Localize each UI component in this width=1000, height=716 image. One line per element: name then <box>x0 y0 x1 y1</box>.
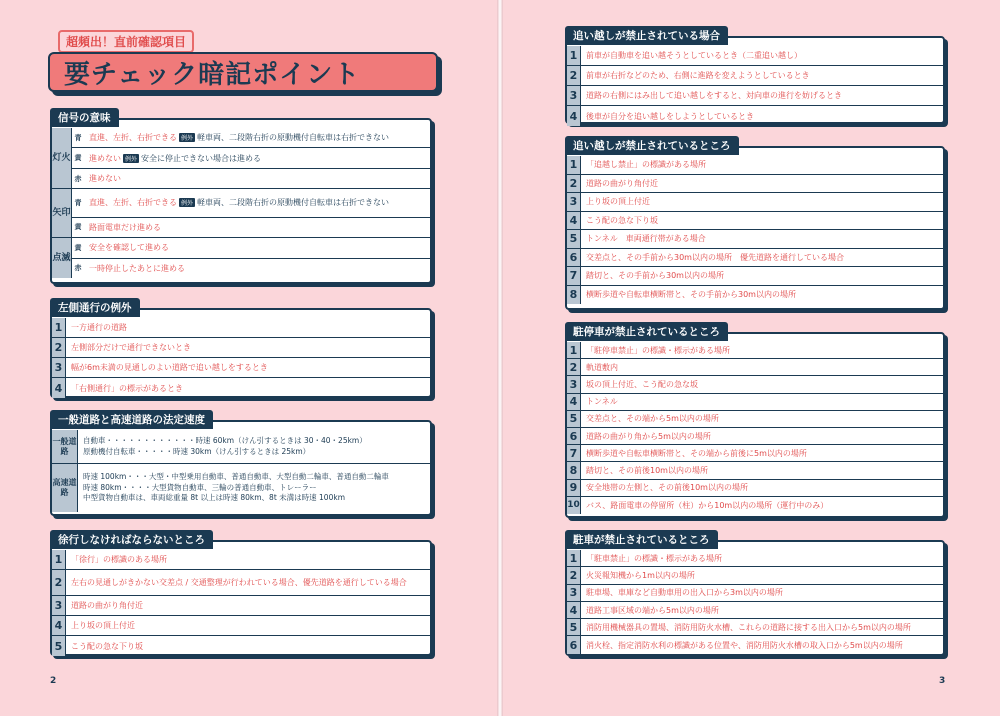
list-item: 1 「徐行」の標識のある場所 <box>52 550 430 570</box>
list-item: 4 後車が自分を追い越しをしようとしているとき <box>567 106 943 126</box>
signal-row <box>72 128 430 148</box>
section-title: 追い越しが禁止されているところ <box>565 136 739 155</box>
list-item: 6 消火栓、指定消防水利の標識がある位置や、消防用防火水槽の取入口から5m以内の場所 <box>567 636 943 653</box>
list-item: 9 安全地帯の左側と、その前後10m以内の場所 <box>567 480 943 497</box>
section-title: 駐停車が禁止されているところ <box>565 322 728 341</box>
signal-row <box>72 259 430 278</box>
signal-row <box>72 169 430 189</box>
list-item: 6 道路の曲がり角から5m以内の場所 <box>567 428 943 445</box>
signal-row <box>72 189 430 217</box>
signal-text: 進めない <box>89 153 121 163</box>
list-item: 8 横断歩道や自転車横断帯と、その手前から30m以内の場所 <box>567 286 943 305</box>
section-title: 駐車が禁止されているところ <box>565 530 718 549</box>
list-item: 3 道路の右側にはみ出して追い越しをすると、対向車の進行を妨げるとき <box>567 86 943 106</box>
signal-note: 軽車両、二段階右折の原動機付自転車は右折できない <box>197 133 390 143</box>
list-item: 2 左側部分だけで通行できないとき <box>52 338 430 358</box>
list-item: 7 横断歩道や自転車横断帯と、その端から前後に5m以内の場所 <box>567 445 943 462</box>
list-item: 3 幅が6m未満の見通しのよい道路で追い越しをするとき <box>52 358 430 378</box>
list-item: 3 上り坂の頂上付近 <box>567 193 943 212</box>
speed-line: 自動車・・・・・・・・・・・・時速 60km（けん引するときは 30・40・25km） <box>83 435 367 445</box>
signal-group-label: 灯火 <box>52 128 71 189</box>
list-item: 4 「右側通行」の標示があるとき <box>52 378 430 398</box>
signal-row <box>72 218 430 238</box>
signal-text: 直進、左折、右折できる <box>89 198 177 208</box>
section-title: 徐行しなければならないところ <box>50 530 213 549</box>
list-item: 2 軌道敷内 <box>567 359 943 376</box>
page-number: 2 <box>50 676 57 686</box>
section-title: 追い越しが禁止されている場合 <box>565 26 728 45</box>
signal-row <box>72 238 430 258</box>
list-item: 1 「追越し禁止」の標識がある場所 <box>567 156 943 175</box>
exception-tag: 例外 <box>181 200 194 208</box>
list-item: 1 前車が自動車を追い越そうとしているとき（二重追い越し） <box>567 46 943 66</box>
signal-note: 安全に停止できない場合は進める <box>141 153 262 163</box>
speed-general <box>52 430 430 464</box>
signal-color: 赤 <box>74 174 82 183</box>
list-item: 7 踏切と、その手前から30m以内の場所 <box>567 267 943 286</box>
list-item: 1 「駐車禁止」の標識・標示がある場所 <box>567 550 943 567</box>
list-item: 5 トンネル 車両通行帯がある場合 <box>567 230 943 249</box>
no-stop-section <box>565 326 945 518</box>
section-title: 信号の意味 <box>50 108 119 127</box>
list-item: 4 こう配の急な下り坂 <box>567 212 943 231</box>
speed-section <box>50 414 432 516</box>
no-overtake-place-section <box>565 140 945 310</box>
list-item: 3 駐車場、車庫など自動車用の出入口から3m以内の場所 <box>567 585 943 602</box>
signal-note: 軽車両、二段階右折の原動機付自転車は右折できない <box>197 198 390 208</box>
signal-color: 青 <box>74 133 82 142</box>
list-item: 1 「駐停車禁止」の標識・標示がある場所 <box>567 342 943 359</box>
page-number: 3 <box>939 676 946 686</box>
kicker-label: 超頻出！直前確認項目 <box>58 30 194 53</box>
signal-color: 青 <box>74 198 82 207</box>
speed-line: 中型貨物自動車は、車両総重量 8t 以上は時速 80km、8t 未満は時速 100km <box>83 493 346 503</box>
list-item: 2 火災報知機から1m以内の場所 <box>567 567 943 584</box>
list-item: 8 踏切と、その前後10m以内の場所 <box>567 462 943 479</box>
no-overtake-case-section <box>565 30 945 124</box>
list-item: 1 一方通行の道路 <box>52 318 430 338</box>
speed-highway <box>52 464 430 512</box>
list-item: 6 交差点と、その手前から30m以内の場所 優先道路を通行している場合 <box>567 249 943 268</box>
signal-group-label: 点滅 <box>52 238 71 278</box>
signal-color: 黄 <box>74 243 82 252</box>
speed-line: 時速 80km・・・・大型貨物自動車、三輪の普通自動車、トレーラー <box>83 482 317 492</box>
left-page <box>0 0 497 716</box>
exception-tag: 例外 <box>125 155 138 163</box>
signal-text: 進めない <box>89 174 121 184</box>
list-item: 4 道路工事区域の端から5m以内の場所 <box>567 602 943 619</box>
signal-text: 路面電車だけ進める <box>89 222 161 232</box>
slow-down-section <box>50 534 432 656</box>
list-item: 5 消防用機械器具の置場、消防用防火水槽、これらの道路に接する出入口から5m以内の場所 <box>567 619 943 636</box>
speed-line: 原動機付自転車・・・・・時速 30km（けん引するときは 25km） <box>83 446 311 456</box>
right-page <box>503 0 1000 716</box>
list-item: 10 バス、路面電車の停留所（柱）から10m以内の場所（運行中のみ） <box>567 497 943 514</box>
list-item: 2 道路の曲がり角付近 <box>567 175 943 194</box>
signal-color: 赤 <box>74 264 82 273</box>
list-item: 5 交差点と、その端から5m以内の場所 <box>567 411 943 428</box>
list-item: 4 トンネル <box>567 394 943 411</box>
signal-group-label: 矢印 <box>52 189 71 238</box>
signal-row <box>72 148 430 168</box>
exception-tag: 例外 <box>181 135 194 143</box>
list-item: 5 こう配の急な下り坂 <box>52 636 430 656</box>
signal-text: 安全を確認して進める <box>89 243 169 253</box>
speed-label: 一般道路 <box>52 430 78 463</box>
list-item: 3 道路の曲がり角付近 <box>52 596 430 616</box>
signal-text: 直進、左折、右折できる <box>89 133 177 143</box>
list-item: 2 左右の見通しがきかない交差点 / 交通整理が行われている場合、優先道路を通行している場合 <box>52 570 430 596</box>
page-title: 要チェック暗記ポイント <box>48 52 438 92</box>
list-item: 4 上り坂の頂上付近 <box>52 616 430 636</box>
no-park-section <box>565 534 945 656</box>
signals-section <box>50 112 432 284</box>
left-exception-section <box>50 302 432 398</box>
speed-label: 高速道路 <box>52 464 78 512</box>
speed-line: 時速 100km・・・大型・中型乗用自動車、普通自動車、大型自動二輪車、普通自動二輪車 <box>83 471 389 481</box>
signal-text: 一時停止したあとに進める <box>89 263 185 273</box>
list-item: 2 前車が右折などのため、右側に進路を変えようとしているとき <box>567 66 943 86</box>
signal-color: 黄 <box>74 223 82 232</box>
signal-color: 黄 <box>74 154 82 163</box>
list-item: 3 坂の頂上付近、こう配の急な坂 <box>567 376 943 393</box>
section-title: 一般道路と高速道路の法定速度 <box>50 410 213 429</box>
section-title: 左側通行の例外 <box>50 298 140 317</box>
